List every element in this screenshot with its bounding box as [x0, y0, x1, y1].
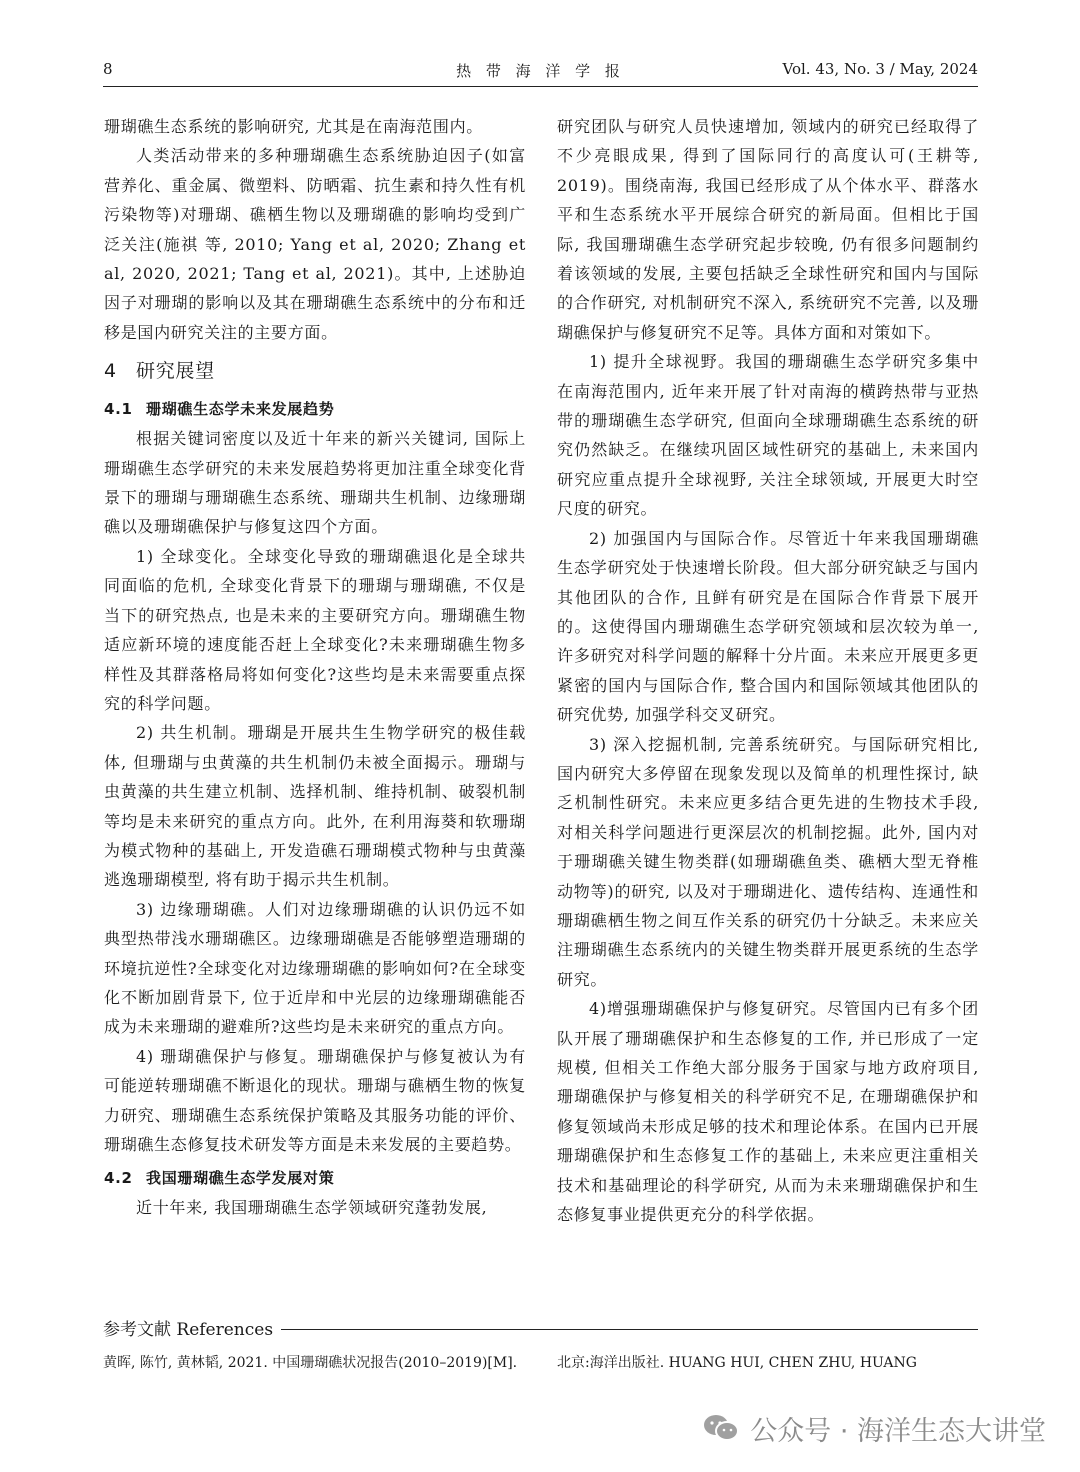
subsection-title: 珊瑚礁生态学未来发展趋势 — [146, 400, 335, 419]
paragraph: 3) 边缘珊瑚礁。人们对边缘珊瑚礁的认识仍远不如典型热带浅水珊瑚礁区。边缘珊瑚礁是否能够塑造珊瑚的环境抗逆性?全球变化对边缘珊瑚礁的影响如何?在全球变化不断加剧背景下, 位于近岸和中光层的边缘珊瑚礁能否成为未来珊瑚的避难所?这些均是未来研究的重点方向。 — [104, 899, 526, 1037]
subsection-heading — [104, 394, 526, 424]
subsection-heading — [104, 1163, 526, 1193]
paragraph: 根据关键词密度以及近十年来的新兴关键词, 国际上珊瑚礁生态学研究的未来发展趋势将更加注重全球变化背景下的珊瑚与珊瑚礁生态系统、珊瑚共生机制、边缘珊瑚礁以及珊瑚礁保护与修复这四个方面。 — [104, 429, 526, 537]
right-column — [557, 112, 979, 1229]
references-label: 参考文献 References — [103, 1315, 281, 1340]
watermark — [702, 1403, 1046, 1453]
wechat-icon — [702, 1413, 740, 1443]
paragraph: 3) 深入挖掘机制, 完善系统研究。与国际研究相比, 国内研究大多停留在现象发现以及简单的机理性探讨, 缺乏机制性研究。未来应更多结合更先进的生物技术手段, 对相关科学问题进行更深层次的机制挖掘。此外, 国内对于珊瑚礁关键生物类群(如珊瑚礁鱼类、礁栖大型无脊椎动物等)的研究, 以及对于珊瑚进化、遗传结构、连通性和珊瑚礁栖生物之间互作关系的研究仍十分缺乏。未来应关注珊瑚礁生态系统内的关键生物类群开展更系统的生态学研究。 — [557, 734, 979, 989]
subsection-title: 我国珊瑚礁生态学发展对策 — [146, 1169, 335, 1188]
paragraph: 4) 珊瑚礁保护与修复。珊瑚礁保护与修复被认为有可能逆转珊瑚礁不断退化的现状。珊瑚与礁栖生物的恢复力研究、珊瑚礁生态系统保护策略及其服务功能的评价、珊瑚礁生态修复技术研发等方面是未来发展的主要趋势。 — [104, 1046, 526, 1154]
section-title: 研究展望 — [136, 360, 215, 383]
paragraph: 4)增强珊瑚礁保护与修复研究。尽管国内已有多个团队开展了珊瑚礁保护和生态修复的工作, 并已形成了一定规模, 但相关工作绝大部分服务于国家与地方政府项目, 珊瑚礁保护与修复相关的科学研究不足, 在珊瑚礁保护和修复领域尚未形成足够的技术和理论体系。在国内已开展珊瑚礁保护和生态修复工作的基础上, 未来应更注重相关技术和基础理论的科学研究, 从而为未来珊瑚礁保护和生态修复事业提供更充分的科学依据。 — [557, 999, 979, 1225]
subsection-number: 4.1 — [104, 400, 133, 419]
reference-text-left: 黄晖, 陈竹, 黄林韬, 2021. 中国珊瑚礁状况报告(2010–2019)[M]. — [103, 1355, 518, 1371]
paragraph: 人类活动带来的多种珊瑚礁生态系统胁迫因子(如富营养化、重金属、微塑料、防晒霜、抗生素和持久性有机污染物等)对珊瑚、礁栖生物以及珊瑚礁的影响均受到广泛关注(施祺 等, 2010; Yang et al, 2020; Zhang et al, 2020, 2021; Tang et al, 2021)。其中, 上述胁迫因子对珊瑚的影响以及其在珊瑚礁生态系统中的分布和迁移是国内研究关注的主要方面。 — [104, 146, 526, 342]
journal-title: 热 带 海 洋 学 报 — [456, 62, 625, 80]
paragraph: 2) 加强国内与国际合作。尽管近十年来我国珊瑚礁生态学研究处于快速增长阶段。但大部分研究缺乏与国内其他团队的合作, 且鲜有研究是在国际合作背景下展开的。这使得国内珊瑚礁生态学研究领域和层次较为单一, 许多研究对科学问题的解释十分片面。未来应开展更多更紧密的国内与国际合作, 整合国内和国际领域其他团队的研究优势, 加强学科交叉研究。 — [557, 528, 979, 725]
section-heading — [104, 356, 526, 386]
paragraph: 1) 提升全球视野。我国的珊瑚礁生态学研究多集中在南海范围内, 近年来开展了针对南海的横跨热带与亚热带的珊瑚礁生态学研究, 但面向全球珊瑚礁生态系统的研究仍然缺乏。在继续巩固区域性研究的基础上, 未来国内研究应重点提升全球视野, 关注全球领域, 开展更大时空尺度的研究。 — [557, 352, 979, 519]
references-heading — [103, 1313, 978, 1341]
reference-text-right: 北京:海洋出版社. HUANG HUI, CHEN ZHU, HUANG — [557, 1355, 917, 1371]
header-rule — [103, 86, 978, 87]
running-header — [103, 56, 978, 82]
paragraph: 珊瑚礁生态系统的影响研究, 尤其是在南海范围内。 — [104, 117, 483, 136]
left-column — [104, 112, 526, 1223]
paragraph: 1) 全球变化。全球变化导致的珊瑚礁退化是全球共同面临的危机, 全球变化背景下的珊瑚与珊瑚礁, 不仅是当下的研究热点, 也是未来的主要研究方向。珊瑚礁生物适应新环境的速度能否赶上全球变化?未来珊瑚礁生物多样性及其群落格局将如何变化?这些均是未来需要重点探究的科学问题。 — [104, 546, 526, 713]
subsection-number: 4.2 — [104, 1169, 133, 1188]
paragraph: 研究团队与研究人员快速增加, 领域内的研究已经取得了不少亮眼成果, 得到了国际同行的高度认可(王耕等, 2019)。围绕南海, 我国已经形成了从个体水平、群落水平和生态系统水平开展综合研究的新局面。但相比于国际, 我国珊瑚礁生态学研究起步较晚, 仍有很多问题制约着该领域的发展, 主要包括缺乏全球性研究和国内与国际的合作研究, 对机制研究不深入, 系统研究不完善, 以及珊瑚礁保护与修复研究不足等。具体方面和对策如下。 — [557, 117, 979, 342]
paragraph: 近十年来, 我国珊瑚礁生态学领域研究蓬勃发展, — [136, 1198, 488, 1218]
page-number: 8 — [103, 60, 113, 78]
paragraph: 2) 共生机制。珊瑚是开展共生生物学研究的极佳载体, 但珊瑚与虫黄藻的共生机制仍未被全面揭示。珊瑚与虫黄藻的共生建立机制、选择机制、维持机制、破裂机制等均是未来研究的重点方向。此外, 在利用海葵和软珊瑚为模式物种的基础上, 开发造礁石珊瑚模式物种与虫黄藻逃逸珊瑚模型, 将有助于揭示共生机制。 — [104, 723, 526, 890]
volume-info: Vol. 43, No. 3 / May, 2024 — [782, 60, 978, 78]
section-number: 4 — [104, 360, 117, 383]
watermark-text: 公众号 · 海洋生态大讲堂 — [750, 1415, 1046, 1447]
